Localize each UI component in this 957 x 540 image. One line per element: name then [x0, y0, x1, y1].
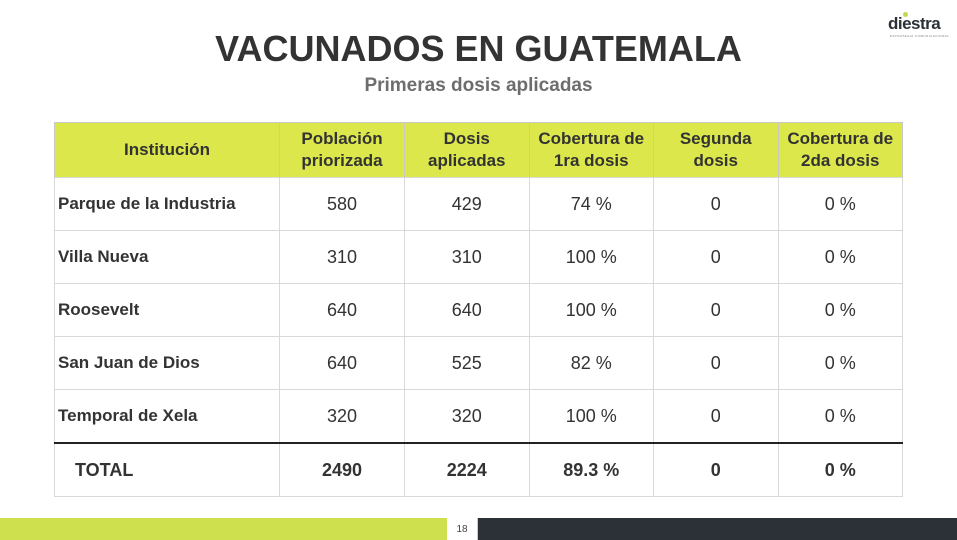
cell-dosis: 525 [405, 337, 530, 390]
vaccination-table [54, 122, 903, 497]
cell-poblacion: 310 [280, 231, 405, 284]
table-row [55, 178, 903, 231]
cell-poblacion: 580 [280, 178, 405, 231]
total-dosis: 2224 [405, 443, 530, 497]
cell-segunda: 0 [654, 231, 779, 284]
cell-cobertura-1ra: 74 % [529, 178, 654, 231]
table-row [55, 231, 903, 284]
cell-institucion: Roosevelt [55, 284, 280, 337]
cell-cobertura-2da: 0 % [778, 231, 903, 284]
header-cobertura-2da: Cobertura de 2da dosis [778, 123, 903, 178]
total-cobertura-1ra: 89.3 % [529, 443, 654, 497]
cell-cobertura-2da: 0 % [778, 337, 903, 390]
total-cobertura-2da: 0 % [778, 443, 903, 497]
cell-institucion: San Juan de Dios [55, 337, 280, 390]
header-institucion: Institución [55, 123, 280, 178]
page-number: 18 [447, 518, 477, 540]
cell-dosis: 640 [405, 284, 530, 337]
table-row [55, 337, 903, 390]
cell-poblacion: 640 [280, 284, 405, 337]
cell-cobertura-1ra: 100 % [529, 231, 654, 284]
table-row [55, 284, 903, 337]
table-header-row [55, 123, 903, 178]
cell-cobertura-2da: 0 % [778, 284, 903, 337]
total-segunda: 0 [654, 443, 779, 497]
cell-institucion: Temporal de Xela [55, 390, 280, 444]
footer-green-bar [0, 518, 478, 540]
cell-segunda: 0 [654, 178, 779, 231]
cell-cobertura-1ra: 82 % [529, 337, 654, 390]
table-row [55, 390, 903, 444]
page-subtitle: Primeras dosis aplicadas [364, 75, 593, 96]
header-cobertura-1ra: Cobertura de 1ra dosis [529, 123, 654, 178]
cell-poblacion: 320 [280, 390, 405, 444]
logo-tagline: ESTRATEGIA COMUNICACIONAL [890, 34, 950, 38]
cell-segunda: 0 [654, 337, 779, 390]
cell-cobertura-1ra: 100 % [529, 390, 654, 444]
cell-poblacion: 640 [280, 337, 405, 390]
cell-cobertura-2da: 0 % [778, 390, 903, 444]
table-total-row [55, 443, 903, 497]
total-label: TOTAL [55, 443, 280, 497]
cell-segunda: 0 [654, 390, 779, 444]
header-segunda-dosis: Segunda dosis [654, 123, 779, 178]
page-title: VACUNADOS EN GUATEMALA [215, 28, 742, 69]
cell-institucion: Villa Nueva [55, 231, 280, 284]
cell-cobertura-2da: 0 % [778, 178, 903, 231]
cell-cobertura-1ra: 100 % [529, 284, 654, 337]
header-dosis-aplicadas: Dosis aplicadas [405, 123, 530, 178]
cell-dosis: 429 [405, 178, 530, 231]
cell-dosis: 320 [405, 390, 530, 444]
cell-institucion: Parque de la Industria [55, 178, 280, 231]
logo-text: diestra [888, 14, 941, 33]
footer-dark-bar [478, 518, 957, 540]
header-poblacion: Población priorizada [280, 123, 405, 178]
cell-segunda: 0 [654, 284, 779, 337]
total-poblacion: 2490 [280, 443, 405, 497]
cell-dosis: 310 [405, 231, 530, 284]
